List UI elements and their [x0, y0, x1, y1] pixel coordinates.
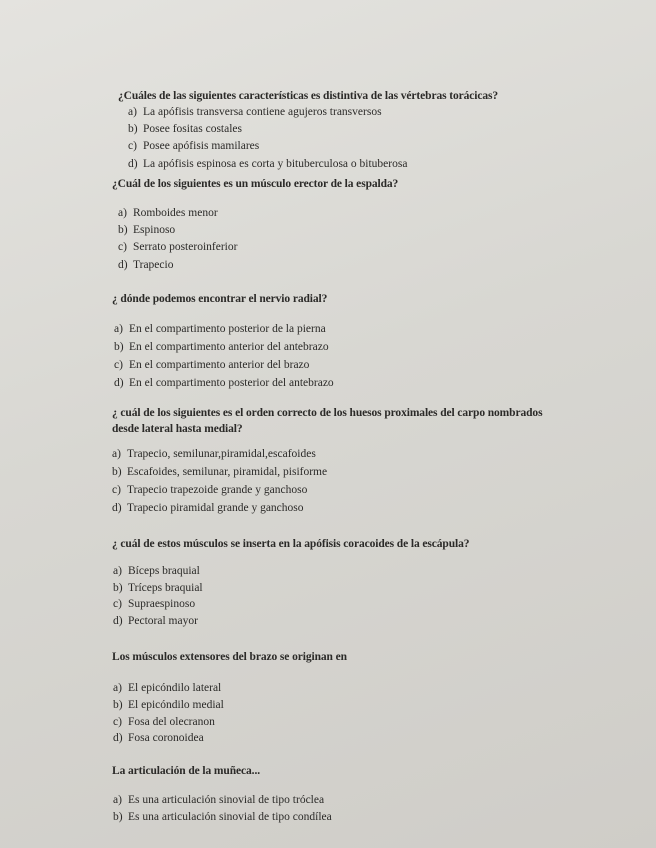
- option-item: [112, 481, 327, 499]
- option-text: El epicóndilo lateral: [128, 682, 222, 694]
- options-list: [128, 104, 407, 173]
- option-letter: a): [118, 207, 127, 219]
- option-letter: d): [114, 377, 124, 389]
- options-list: [112, 445, 327, 517]
- options-list: [113, 563, 203, 629]
- option-letter: a): [112, 448, 121, 460]
- option-item: [113, 596, 203, 613]
- option-letter: b): [128, 123, 138, 136]
- question-3: ¿ dónde podemos encontrar el nervio radial?: [112, 293, 328, 305]
- option-item: [112, 463, 327, 481]
- option-item: [112, 499, 327, 517]
- option-letter: c): [113, 715, 122, 728]
- option-letter: c): [112, 484, 121, 496]
- option-text: El epicóndilo medial: [128, 698, 224, 711]
- option-item: [118, 257, 237, 274]
- option-letter: b): [113, 581, 123, 594]
- option-text: En el compartimento posterior de la pierna: [129, 323, 326, 335]
- option-item: [128, 138, 407, 155]
- option-letter: a): [128, 106, 137, 118]
- option-text: Serrato posteroinferior: [133, 241, 238, 254]
- option-text: Posee fositas costales: [143, 123, 243, 136]
- option-letter: c): [113, 598, 122, 611]
- option-letter: a): [113, 682, 122, 694]
- option-item: [114, 356, 334, 374]
- option-text: En el compartimento anterior del brazo: [129, 359, 310, 371]
- option-text: Es una articulación sinovial de tipo tróclea: [128, 794, 325, 806]
- option-letter: d): [118, 258, 128, 271]
- options-list: [113, 792, 332, 826]
- option-item: [113, 714, 224, 731]
- option-item: [118, 239, 237, 256]
- option-text: Tríceps braquial: [128, 581, 203, 594]
- option-item: [113, 680, 224, 697]
- option-letter: c): [128, 140, 137, 153]
- options-list: [118, 205, 237, 274]
- option-letter: a): [113, 565, 122, 577]
- option-text: Pectoral mayor: [128, 614, 198, 627]
- option-letter: c): [118, 241, 127, 254]
- option-letter: d): [128, 157, 138, 170]
- option-text: Posee apófisis mamilares: [143, 140, 260, 153]
- option-text: Trapecio: [133, 258, 174, 271]
- option-text: La apófisis transversa contiene agujeros transversos: [143, 106, 382, 118]
- option-item: [113, 809, 332, 826]
- option-text: Espinoso: [133, 224, 176, 237]
- option-letter: a): [114, 323, 123, 335]
- option-letter: c): [114, 359, 123, 371]
- option-text: Fosa coronoidea: [128, 732, 204, 745]
- option-item: [114, 374, 334, 392]
- option-item: [113, 613, 203, 630]
- option-letter: b): [114, 341, 124, 353]
- option-item: [118, 222, 237, 239]
- option-text: La apófisis espinosa es corta y bituberculosa o bituberosa: [143, 157, 408, 170]
- option-item: [128, 156, 407, 173]
- option-letter: d): [112, 502, 122, 514]
- option-text: Romboides menor: [133, 207, 218, 219]
- option-text: Fosa del olecranon: [128, 715, 215, 728]
- option-text: Trapecio, semilunar,piramidal,escafoides: [127, 448, 316, 460]
- options-list: [114, 320, 334, 392]
- option-letter: b): [112, 466, 122, 478]
- option-item: [113, 730, 224, 747]
- option-item: [118, 205, 237, 222]
- option-letter: d): [113, 732, 123, 745]
- option-item: [128, 104, 407, 121]
- option-item: [112, 445, 327, 463]
- question-4: ¿ cuál de los siguientes es el orden correcto de los huesos proximales del carpo nombrados desde lateral hasta medial?: [112, 407, 543, 435]
- option-item: [114, 320, 334, 338]
- option-letter: b): [113, 698, 123, 711]
- question-5: ¿ cuál de estos músculos se inserta en la apófisis coracoides de la escápula?: [112, 538, 470, 550]
- option-item: [113, 697, 224, 714]
- option-letter: d): [113, 614, 123, 627]
- question-2: ¿Cuál de los siguientes es un músculo erector de la espalda?: [112, 178, 399, 190]
- question-1: ¿Cuáles de las siguientes características es distintiva de las vértebras torácicas?: [118, 90, 499, 102]
- option-item: [113, 580, 203, 597]
- option-item: [113, 792, 332, 809]
- question-6: Los músculos extensores del brazo se originan en: [112, 651, 347, 663]
- option-text: Escafoides, semilunar, piramidal, pisiforme: [127, 466, 328, 478]
- option-text: Supraespinoso: [128, 598, 196, 611]
- option-text: Es una articulación sinovial de tipo condílea: [128, 811, 332, 824]
- option-letter: b): [113, 811, 123, 824]
- option-text: En el compartimento posterior del antebrazo: [129, 377, 334, 389]
- option-text: Bíceps braquial: [128, 565, 200, 577]
- option-letter: b): [118, 224, 128, 237]
- option-item: [113, 563, 203, 580]
- question-7: La articulación de la muñeca...: [112, 765, 260, 777]
- option-text: Trapecio trapezoide grande y ganchoso: [127, 484, 308, 496]
- option-item: [128, 121, 407, 138]
- options-list: [113, 680, 224, 747]
- option-text: Trapecio piramidal grande y ganchoso: [127, 502, 304, 514]
- option-text: En el compartimento anterior del antebrazo: [129, 341, 329, 353]
- option-letter: a): [113, 794, 122, 806]
- option-item: [114, 338, 334, 356]
